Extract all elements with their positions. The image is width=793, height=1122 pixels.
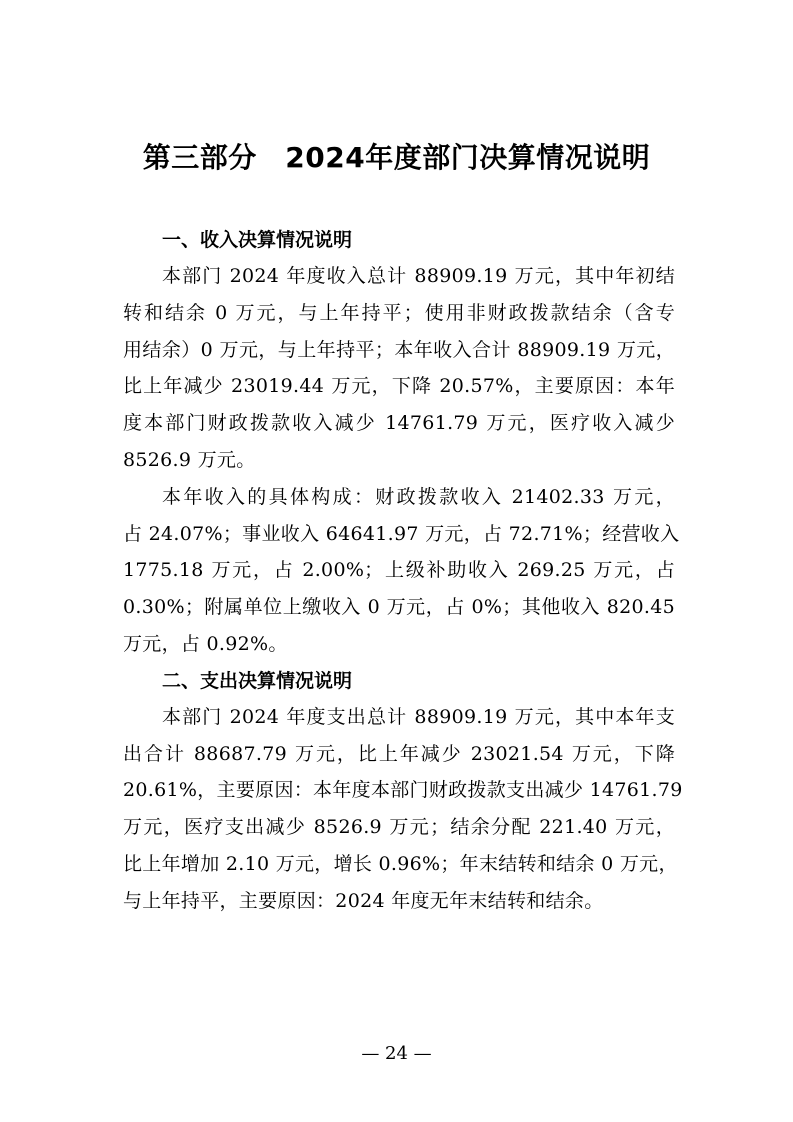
paragraph-line: 0.30%；附属单位上缴收入 0 万元，占 0%；其他收入 820.45 (123, 596, 675, 619)
page-number: — 24 — (361, 1043, 432, 1064)
paragraph-income-composition (123, 479, 680, 663)
section-heading-income: 一、收入决算情况说明 (162, 229, 353, 251)
paragraph-line: 万元，医疗支出减少 8526.9 万元；结余分配 221.40 万元， (123, 816, 675, 839)
section-income (123, 222, 680, 663)
paragraph-line: 出合计 88687.79 万元，比上年减少 23021.54 万元，下降 (123, 742, 675, 765)
document-body (123, 222, 683, 920)
paragraph-line: 占 24.07%；事业收入 64641.97 万元，占 72.71%；经营收入 (123, 522, 680, 545)
paragraph-line: 8526.9 万元。 (123, 448, 256, 471)
paragraph-line: 本年收入的具体构成：财政拨款收入 21402.33 万元， (162, 485, 675, 508)
paragraph-expenditure-summary (123, 699, 683, 920)
page-title: 第三部分 2024年度部门决算情况说明 (142, 141, 651, 174)
paragraph-line: 转和结余 0 万元，与上年持平；使用非财政拨款结余（含专 (123, 301, 675, 324)
paragraph-line: 度本部门财政拨款收入减少 14761.79 万元，医疗收入减少 (123, 412, 675, 435)
paragraph-line: 比上年减少 23019.44 万元，下降 20.57%，主要原因：本年 (123, 375, 675, 398)
paragraph-line: 万元，占 0.92%。 (123, 632, 288, 655)
paragraph-line: 20.61%，主要原因：本年度本部门财政拨款支出减少 14761.79 (123, 779, 683, 802)
section-heading-expenditure: 二、支出决算情况说明 (162, 669, 353, 692)
paragraph-line: 1775.18 万元，占 2.00%；上级补助收入 269.25 万元，占 (123, 559, 675, 582)
paragraph-line: 本部门 2024 年度支出总计 88909.19 万元，其中本年支 (162, 705, 675, 728)
paragraph-line: 与上年持平，主要原因：2024 年度无年末结转和结余。 (123, 889, 604, 912)
section-expenditure (123, 663, 683, 920)
paragraph-line: 比上年增加 2.10 万元，增长 0.96%；年末结转和结余 0 万元， (123, 852, 678, 875)
paragraph-line: 本部门 2024 年度收入总计 88909.19 万元，其中年初结 (162, 265, 675, 287)
paragraph-income-summary (123, 258, 675, 479)
paragraph-line: 用结余）0 万元，与上年持平；本年收入合计 88909.19 万元， (123, 338, 675, 361)
